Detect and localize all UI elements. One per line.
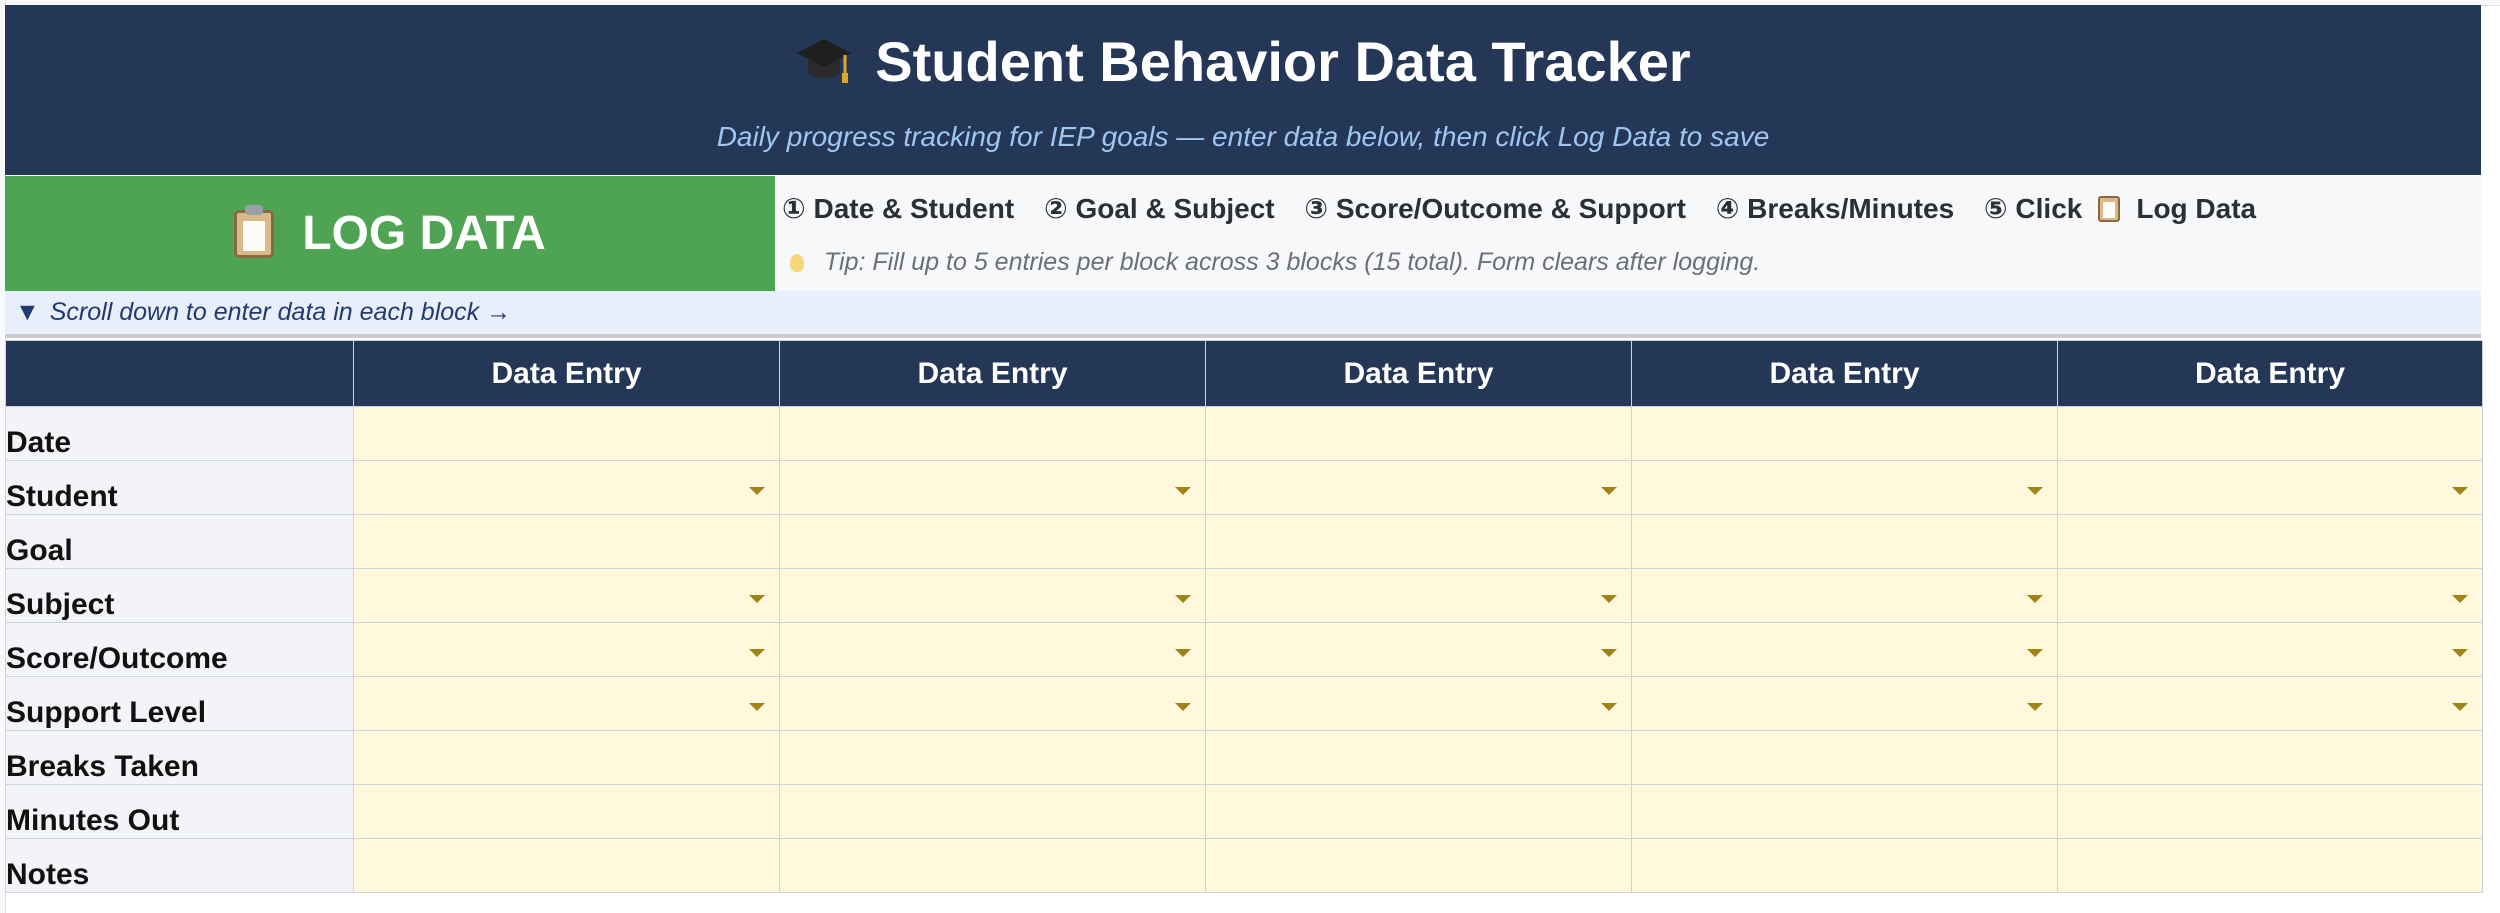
dropdown-arrow-icon[interactable] xyxy=(1601,595,1617,603)
input-cell[interactable] xyxy=(2058,839,2483,893)
input-cell[interactable] xyxy=(2058,407,2483,461)
input-cell[interactable] xyxy=(1632,839,2058,893)
dropdown-cell[interactable] xyxy=(1632,623,2058,677)
column-header: Data Entry xyxy=(354,341,780,407)
tip-text xyxy=(790,248,1760,277)
row-label: Support Level xyxy=(6,677,354,731)
dropdown-arrow-icon[interactable] xyxy=(1601,703,1617,711)
dropdown-cell[interactable] xyxy=(2058,677,2483,731)
dropdown-arrow-icon[interactable] xyxy=(1601,649,1617,657)
table-row xyxy=(6,461,2483,515)
lightbulb-icon xyxy=(790,254,804,272)
dropdown-cell[interactable] xyxy=(354,461,780,515)
dropdown-cell[interactable] xyxy=(780,677,1206,731)
dropdown-cell[interactable] xyxy=(2058,569,2483,623)
table-row xyxy=(6,623,2483,677)
row-label: Notes xyxy=(6,839,354,893)
log-data-button[interactable] xyxy=(5,176,775,291)
step-4: ④ Breaks/Minutes xyxy=(1715,193,1955,224)
scroll-hint-text: Scroll down to enter data in each block → xyxy=(49,298,512,326)
dropdown-arrow-icon[interactable] xyxy=(749,649,765,657)
step-5: ⑤ Click xyxy=(1983,193,2083,224)
data-entry-table xyxy=(5,340,2483,893)
dropdown-arrow-icon[interactable] xyxy=(749,487,765,495)
dropdown-arrow-icon[interactable] xyxy=(1175,649,1191,657)
dropdown-arrow-icon[interactable] xyxy=(749,703,765,711)
table-row xyxy=(6,407,2483,461)
header-banner xyxy=(5,5,2481,175)
input-cell[interactable] xyxy=(1206,407,1632,461)
dropdown-cell[interactable] xyxy=(2058,461,2483,515)
input-cell[interactable] xyxy=(2058,785,2483,839)
table-header-row xyxy=(6,341,2483,407)
input-cell[interactable] xyxy=(354,515,780,569)
table-row xyxy=(6,731,2483,785)
dropdown-arrow-icon[interactable] xyxy=(749,595,765,603)
dropdown-arrow-icon[interactable] xyxy=(2452,595,2468,603)
triangle-down-icon: ▼ xyxy=(15,298,40,326)
input-cell[interactable] xyxy=(2058,731,2483,785)
dropdown-arrow-icon[interactable] xyxy=(2027,649,2043,657)
table-body xyxy=(6,407,2483,893)
dropdown-cell[interactable] xyxy=(354,569,780,623)
page-title xyxy=(5,23,2481,101)
column-header: Data Entry xyxy=(2058,341,2483,407)
tip-label: Tip: Fill up to 5 entries per block across 3 blocks (15 total). Form clears after logging. xyxy=(824,248,1761,276)
input-cell[interactable] xyxy=(1632,515,2058,569)
dropdown-cell[interactable] xyxy=(1206,569,1632,623)
dropdown-arrow-icon[interactable] xyxy=(2027,595,2043,603)
column-header: Data Entry xyxy=(1206,341,1632,407)
header-corner-cell xyxy=(6,341,354,407)
input-cell[interactable] xyxy=(1632,731,2058,785)
input-cell[interactable] xyxy=(1632,407,2058,461)
input-cell[interactable] xyxy=(1206,839,1632,893)
dropdown-cell[interactable] xyxy=(1206,461,1632,515)
dropdown-arrow-icon[interactable] xyxy=(1175,595,1191,603)
input-cell[interactable] xyxy=(354,785,780,839)
dropdown-cell[interactable] xyxy=(780,623,1206,677)
dropdown-cell[interactable] xyxy=(780,461,1206,515)
row-label: Score/Outcome xyxy=(6,623,354,677)
dropdown-cell[interactable] xyxy=(354,677,780,731)
dropdown-arrow-icon[interactable] xyxy=(1175,487,1191,495)
input-cell[interactable] xyxy=(780,731,1206,785)
dropdown-arrow-icon[interactable] xyxy=(2452,649,2468,657)
dropdown-arrow-icon[interactable] xyxy=(2027,487,2043,495)
row-label: Minutes Out xyxy=(6,785,354,839)
row-label: Subject xyxy=(6,569,354,623)
input-cell[interactable] xyxy=(1206,785,1632,839)
page-subtitle: Daily progress tracking for IEP goals — enter data below, then click Log Data to save xyxy=(716,121,1770,152)
row-label: Date xyxy=(6,407,354,461)
scroll-hint xyxy=(5,291,2481,338)
step-3: ③ Score/Outcome & Support xyxy=(1304,193,1686,224)
input-cell[interactable] xyxy=(1206,731,1632,785)
column-header: Data Entry xyxy=(1632,341,2058,407)
input-cell[interactable] xyxy=(780,515,1206,569)
table-row xyxy=(6,569,2483,623)
dropdown-cell[interactable] xyxy=(1206,677,1632,731)
log-data-label: LOG DATA xyxy=(302,207,546,260)
input-cell[interactable] xyxy=(354,839,780,893)
table-row xyxy=(6,677,2483,731)
page-title-text: Student Behavior Data Tracker xyxy=(875,30,1691,93)
row-label: Student xyxy=(6,461,354,515)
dropdown-cell[interactable] xyxy=(1632,677,2058,731)
input-cell[interactable] xyxy=(780,839,1206,893)
column-header: Data Entry xyxy=(780,341,1206,407)
dropdown-arrow-icon[interactable] xyxy=(2027,703,2043,711)
clipboard-icon xyxy=(2098,196,2120,222)
row-label: Goal xyxy=(6,515,354,569)
input-cell[interactable] xyxy=(354,407,780,461)
input-cell[interactable] xyxy=(1632,785,2058,839)
step-5-tail: Log Data xyxy=(2136,193,2257,224)
step-2: ② Goal & Subject xyxy=(1043,193,1275,224)
graduation-cap-icon xyxy=(795,31,853,89)
input-cell[interactable] xyxy=(780,785,1206,839)
instructions-panel xyxy=(776,176,2481,291)
step-1: ① Date & Student xyxy=(782,193,1015,224)
dropdown-cell[interactable] xyxy=(354,623,780,677)
dropdown-cell[interactable] xyxy=(2058,623,2483,677)
dropdown-cell[interactable] xyxy=(1632,569,2058,623)
table-row xyxy=(6,839,2483,893)
dropdown-cell[interactable] xyxy=(1632,461,2058,515)
table-row xyxy=(6,785,2483,839)
dropdown-arrow-icon[interactable] xyxy=(1175,703,1191,711)
input-cell[interactable] xyxy=(780,407,1206,461)
dropdown-arrow-icon[interactable] xyxy=(2452,487,2468,495)
clipboard-icon xyxy=(234,210,274,258)
dropdown-arrow-icon[interactable] xyxy=(2452,703,2468,711)
input-cell[interactable] xyxy=(354,731,780,785)
table-row xyxy=(6,515,2483,569)
dropdown-cell[interactable] xyxy=(1206,623,1632,677)
dropdown-cell[interactable] xyxy=(780,569,1206,623)
steps-list xyxy=(782,192,2256,225)
input-cell[interactable] xyxy=(1206,515,1632,569)
dropdown-arrow-icon[interactable] xyxy=(1601,487,1617,495)
input-cell[interactable] xyxy=(2058,515,2483,569)
row-label: Breaks Taken xyxy=(6,731,354,785)
